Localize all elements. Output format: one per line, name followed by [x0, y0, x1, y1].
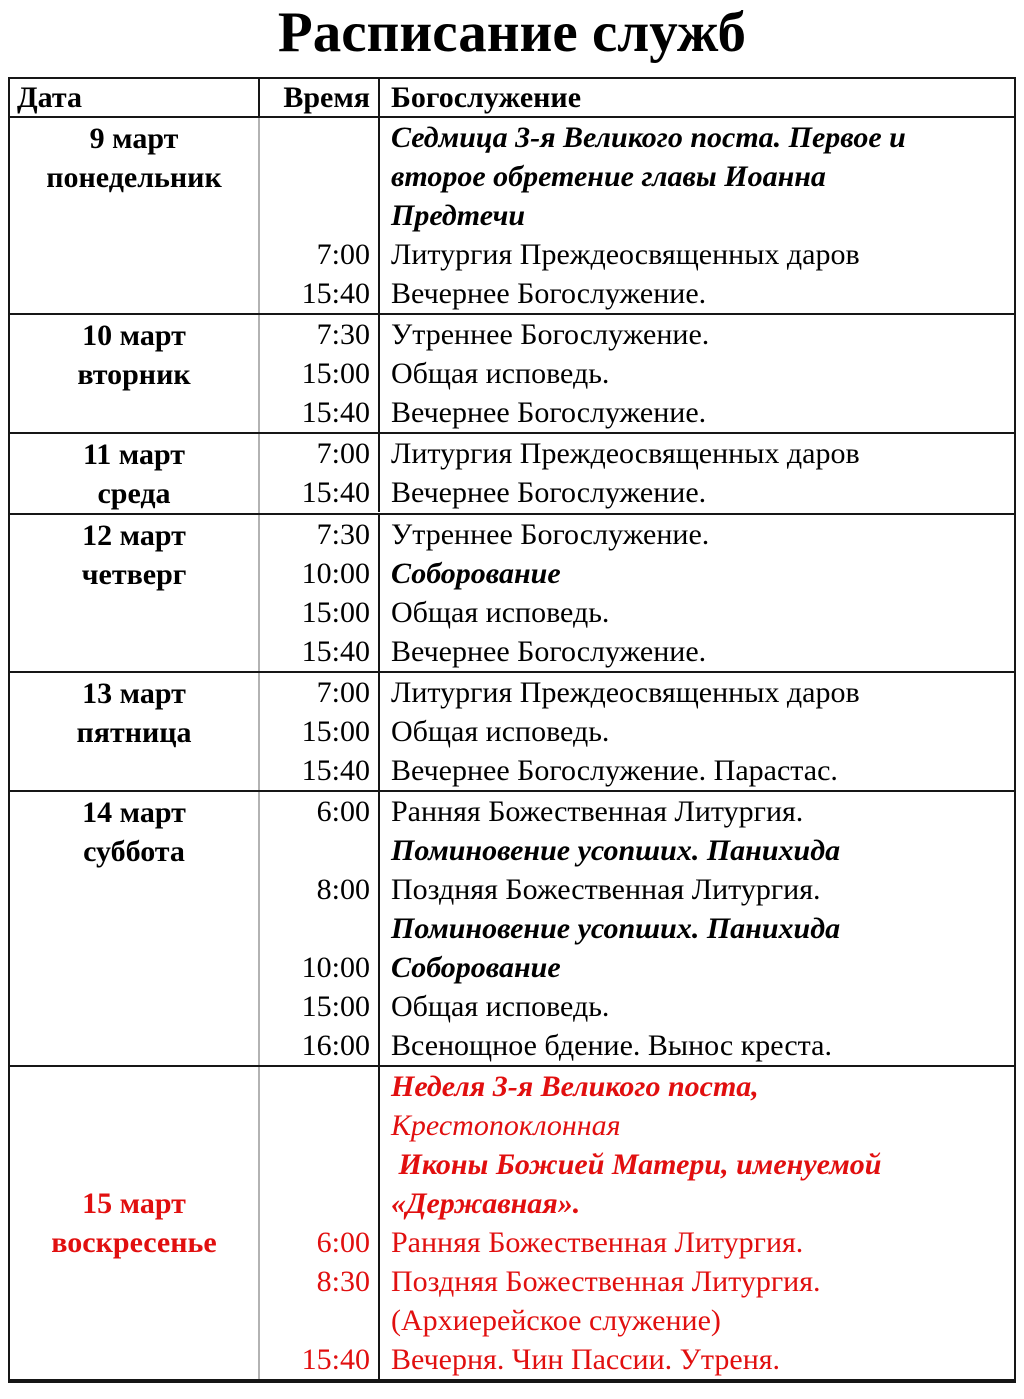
- schedule-row: [260, 1223, 1014, 1262]
- service-text: Поздняя Божественная Литургия.: [391, 1264, 821, 1298]
- date-cell: [10, 792, 260, 1065]
- service-text: Предтечи: [391, 198, 526, 232]
- service-text: Поздняя Божественная Литургия.: [391, 872, 821, 906]
- weekday-label: среда: [97, 476, 171, 510]
- schedule-section: [10, 673, 1014, 792]
- time-cell: [260, 118, 380, 157]
- service-lines: [260, 315, 1014, 432]
- schedule-row: [260, 393, 1014, 432]
- schedule-row: [260, 434, 1014, 473]
- schedule-section: [10, 434, 1014, 515]
- weekday-label: суббота: [83, 834, 185, 868]
- service-text: Вечернее Богослужение.: [391, 395, 707, 429]
- service-text: Утреннее Богослужение.: [391, 517, 710, 551]
- service-text: Ранняя Божественная Литургия.: [391, 794, 804, 828]
- schedule-row: [260, 1262, 1014, 1301]
- page-title: Расписание служб: [277, 1, 747, 64]
- time-cell: 10:00: [260, 948, 380, 987]
- time-cell: 15:00: [260, 593, 380, 632]
- time-cell: 15:40: [260, 393, 380, 432]
- schedule-row: [260, 554, 1014, 593]
- service-text: Литургия Преждеосвященных даров: [391, 436, 860, 470]
- service-text: Вечернее Богослужение.: [391, 634, 707, 668]
- time-cell: 15:00: [260, 354, 380, 393]
- weekday-label: воскресенье: [51, 1225, 217, 1259]
- service-text: Соборование: [391, 950, 561, 984]
- time-cell: 8:00: [260, 870, 380, 909]
- date-label: 10 март: [82, 318, 186, 352]
- service-lines: [260, 118, 1014, 313]
- schedule-section: [10, 792, 1014, 1067]
- service-lines: [260, 673, 1014, 790]
- schedule-section: [10, 515, 1014, 673]
- service-text: Вечернее Богослужение.: [391, 276, 707, 310]
- schedule-row: [260, 987, 1014, 1026]
- schedule-row: [260, 831, 1014, 870]
- service-text: Вечернее Богослужение. Парастас.: [391, 753, 838, 787]
- time-cell: 7:30: [260, 515, 380, 554]
- service-text: Поминовение усопших. Панихида: [391, 911, 841, 945]
- time-cell: [260, 831, 380, 870]
- table-header-row: [10, 79, 1014, 118]
- table-body: [10, 118, 1014, 1379]
- service-text: Литургия Преждеосвященных даров: [391, 675, 860, 709]
- date-label: 13 март: [82, 676, 186, 710]
- weekday-label: вторник: [77, 357, 191, 391]
- service-text: Неделя 3-я Великого поста,: [391, 1069, 759, 1103]
- schedule-row: [260, 632, 1014, 671]
- schedule-section: [10, 315, 1014, 434]
- date-label: 11 март: [82, 437, 186, 471]
- service-text: Седмица 3-я Великого поста. Первое и: [391, 120, 906, 154]
- service-text: Утреннее Богослужение.: [391, 317, 710, 351]
- time-cell: [260, 1106, 380, 1145]
- schedule-row: [260, 909, 1014, 948]
- date-cell: [10, 434, 260, 513]
- schedule-row: [260, 315, 1014, 354]
- time-cell: 15:00: [260, 712, 380, 751]
- time-cell: 16:00: [260, 1026, 380, 1065]
- service-text: Общая исповедь.: [391, 356, 610, 390]
- time-cell: 15:40: [260, 473, 380, 512]
- time-cell: 7:00: [260, 434, 380, 473]
- schedule-row: [260, 473, 1014, 512]
- time-cell: 10:00: [260, 554, 380, 593]
- service-text: Иконы Божией Матери, именуемой: [391, 1147, 882, 1181]
- service-text: Крестопоклонная: [391, 1108, 621, 1142]
- schedule-row: [260, 235, 1014, 274]
- schedule-row: [260, 515, 1014, 554]
- time-cell: 6:00: [260, 792, 380, 831]
- service-text: Вечернее Богослужение.: [391, 475, 707, 509]
- date-cell: [10, 515, 260, 671]
- schedule-table: [8, 77, 1016, 1383]
- service-text: Поминовение усопших. Панихида: [391, 833, 841, 867]
- date-cell: [10, 315, 260, 432]
- schedule-row: [260, 1340, 1014, 1379]
- time-cell: [260, 1067, 380, 1106]
- schedule-row: [260, 274, 1014, 313]
- date-label: 12 март: [82, 518, 186, 552]
- schedule-row: [260, 948, 1014, 987]
- date-cell: [10, 673, 260, 790]
- service-lines: [260, 434, 1014, 513]
- service-text: Ранняя Божественная Литургия.: [391, 1225, 804, 1259]
- schedule-row: [260, 354, 1014, 393]
- time-cell: 7:00: [260, 235, 380, 274]
- service-text: Общая исповедь.: [391, 989, 610, 1023]
- schedule-row: [260, 870, 1014, 909]
- schedule-section: [10, 118, 1014, 315]
- schedule-row: [260, 792, 1014, 831]
- header-service: Богослужение: [391, 80, 582, 114]
- date-label: 14 март: [82, 795, 186, 829]
- time-cell: 7:00: [260, 673, 380, 712]
- date-cell: [10, 118, 260, 313]
- service-lines: [260, 515, 1014, 671]
- time-cell: 15:40: [260, 274, 380, 313]
- date-cell: [10, 1067, 260, 1379]
- time-cell: 6:00: [260, 1223, 380, 1262]
- time-cell: [260, 157, 380, 196]
- time-cell: [260, 196, 380, 235]
- weekday-label: пятница: [76, 715, 192, 749]
- service-text: «Державная».: [391, 1186, 581, 1220]
- time-cell: 7:30: [260, 315, 380, 354]
- time-cell: [260, 909, 380, 948]
- schedule-row: [260, 1145, 1014, 1184]
- schedule-row: [260, 1067, 1014, 1106]
- time-cell: [260, 1145, 380, 1184]
- time-cell: 8:30: [260, 1262, 380, 1301]
- service-text: Соборование: [391, 556, 561, 590]
- date-label: 9 март: [89, 121, 179, 155]
- time-cell: 15:40: [260, 751, 380, 790]
- schedule-row: [260, 593, 1014, 632]
- weekday-label: понедельник: [46, 160, 222, 194]
- weekday-label: четверг: [81, 557, 187, 591]
- service-text: Общая исповедь.: [391, 595, 610, 629]
- schedule-row: [260, 118, 1014, 157]
- schedule-section: [10, 1067, 1014, 1379]
- service-lines: [260, 1067, 1014, 1379]
- time-cell: [260, 1184, 380, 1223]
- service-text: Вечерня. Чин Пассии. Утреня.: [391, 1342, 781, 1376]
- service-text: Литургия Преждеосвященных даров: [391, 237, 860, 271]
- service-text: второе обретение главы Иоанна: [391, 159, 826, 193]
- schedule-row: [260, 1106, 1014, 1145]
- schedule-row: [260, 196, 1014, 235]
- header-time: Время: [260, 79, 380, 116]
- date-label: 15 март: [82, 1186, 186, 1220]
- time-cell: 15:40: [260, 1340, 380, 1379]
- schedule-row: [260, 157, 1014, 196]
- schedule-row: [260, 673, 1014, 712]
- schedule-row: [260, 1184, 1014, 1223]
- schedule-row: [260, 712, 1014, 751]
- time-cell: 15:00: [260, 987, 380, 1026]
- time-cell: [260, 1301, 380, 1340]
- schedule-row: [260, 751, 1014, 790]
- schedule-row: [260, 1026, 1014, 1065]
- service-text: Всенощное бдение. Вынос креста.: [391, 1028, 832, 1062]
- service-lines: [260, 792, 1014, 1065]
- service-text: (Архиерейское служение): [391, 1303, 721, 1337]
- header-date: Дата: [10, 79, 260, 116]
- time-cell: 15:40: [260, 632, 380, 671]
- service-text: Общая исповедь.: [391, 714, 610, 748]
- schedule-row: [260, 1301, 1014, 1340]
